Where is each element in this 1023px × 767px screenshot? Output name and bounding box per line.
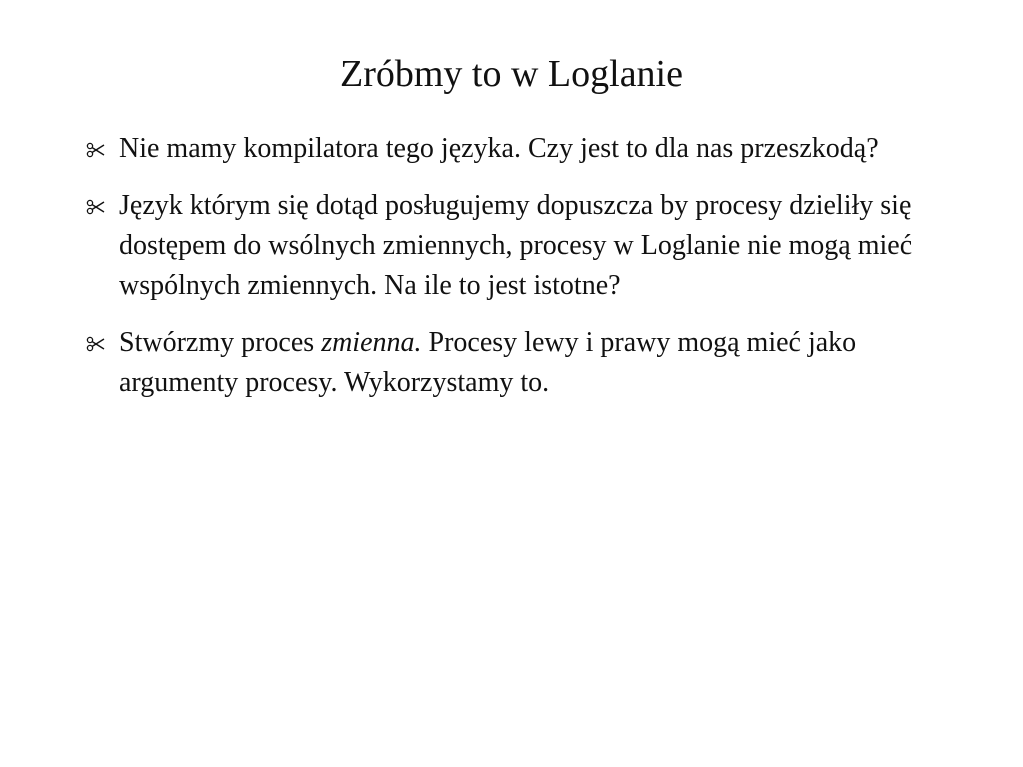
bullet-item (86, 186, 956, 306)
bullet-text: Nie mamy kompilatora tego języka. Czy jest to dla nas przeszkodą? (119, 133, 879, 164)
bullet-text (119, 327, 856, 398)
bullet-text-italic: zmienna. (321, 327, 422, 358)
slide-title: Zróbmy to w Loglanie (340, 53, 683, 95)
bullet-text: Język którym się dotąd posługujemy dopuszcza by procesy dzieliły się dostępem do wsólnych zmiennych, procesy w Loglanie nie mogą mieć wspólnych zmiennych. Na ile to jest istotne? (119, 190, 913, 301)
bullet-text-before: Stwórzmy proces (119, 327, 322, 358)
scissors-icon (86, 336, 106, 352)
scissors-icon (86, 199, 106, 215)
bullet-list (86, 129, 956, 420)
scissors-icon (86, 142, 106, 158)
bullet-item (86, 323, 956, 403)
bullet-item (86, 129, 956, 169)
bullet-text-after: Procesy lewy i prawy mogą mieć jako argumenty procesy. Wykorzystamy to. (119, 327, 857, 398)
